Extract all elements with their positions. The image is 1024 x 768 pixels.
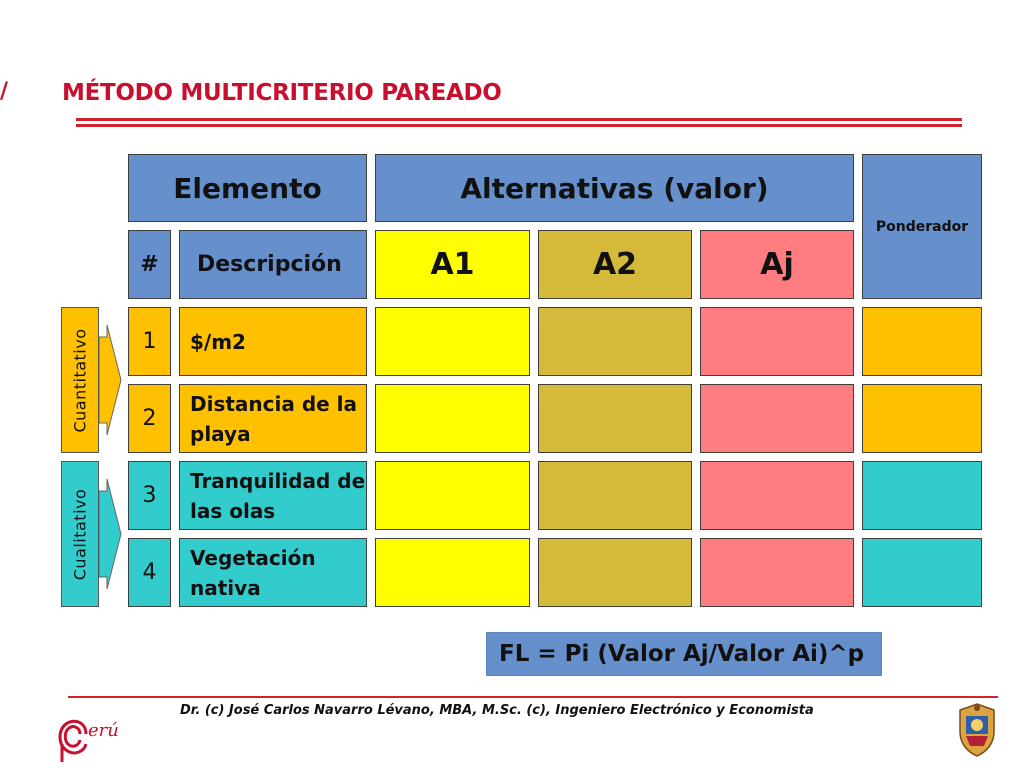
row-4-a1-cell xyxy=(375,538,530,607)
formula-box: FL = Pi (Valor Aj/Valor Ai)^p xyxy=(486,632,882,676)
group-label-cuantitativo xyxy=(61,307,99,453)
title-rule-top xyxy=(76,118,962,121)
row-2-ponderador-cell xyxy=(862,384,982,453)
header-a1: A1 xyxy=(375,230,530,299)
row-4-num: 4 xyxy=(128,538,171,607)
group-label-cuantitativo-text: Cuantitativo xyxy=(70,327,90,433)
row-4-ponderador-cell xyxy=(862,538,982,607)
row-1-aj-cell xyxy=(700,307,854,376)
arrow-cuantitativo-icon xyxy=(99,325,121,435)
header-alternativas: Alternativas (valor) xyxy=(375,154,854,222)
row-3-desc: Tranquilidad de las olas xyxy=(179,461,367,530)
header-num: # xyxy=(128,230,171,299)
header-elemento: Elemento xyxy=(128,154,367,222)
row-3-aj-cell xyxy=(700,461,854,530)
header-aj: Aj xyxy=(700,230,854,299)
header-ponderador: Ponderador xyxy=(862,154,982,299)
header-descripcion: Descripción xyxy=(179,230,367,299)
peru-logo-text: erú xyxy=(88,720,119,741)
title-rule-bottom xyxy=(76,124,962,127)
row-4-desc: Vegetación nativa xyxy=(179,538,367,607)
row-2-desc: Distancia de la playa xyxy=(179,384,367,453)
footer-rule xyxy=(68,696,998,698)
group-label-cualitativo-text: Cualitativo xyxy=(70,488,90,580)
peru-logo-icon xyxy=(56,714,92,762)
row-2-num: 2 xyxy=(128,384,171,453)
row-1-a2-cell xyxy=(538,307,692,376)
university-seal-icon xyxy=(954,702,1000,758)
group-label-cualitativo xyxy=(61,461,99,607)
row-1-ponderador-cell xyxy=(862,307,982,376)
row-1-a1-cell xyxy=(375,307,530,376)
row-2-a1-cell xyxy=(375,384,530,453)
group-arrows xyxy=(99,307,123,607)
title-accent-mark: / xyxy=(0,79,9,104)
row-2-a2-cell xyxy=(538,384,692,453)
row-4-aj-cell xyxy=(700,538,854,607)
row-1-num: 1 xyxy=(128,307,171,376)
row-2-aj-cell xyxy=(700,384,854,453)
row-3-a2-cell xyxy=(538,461,692,530)
row-3-ponderador-cell xyxy=(862,461,982,530)
row-1-desc: $/m2 xyxy=(179,307,367,376)
row-4-a2-cell xyxy=(538,538,692,607)
row-3-num: 3 xyxy=(128,461,171,530)
row-3-a1-cell xyxy=(375,461,530,530)
footer-credit: Dr. (c) José Carlos Navarro Lévano, MBA, M.Sc. (c), Ingeniero Electrónico y Economista xyxy=(180,703,814,718)
page-title: MÉTODO MULTICRITERIO PAREADO xyxy=(62,80,502,106)
header-a2: A2 xyxy=(538,230,692,299)
arrow-cualitativo-icon xyxy=(99,479,121,589)
